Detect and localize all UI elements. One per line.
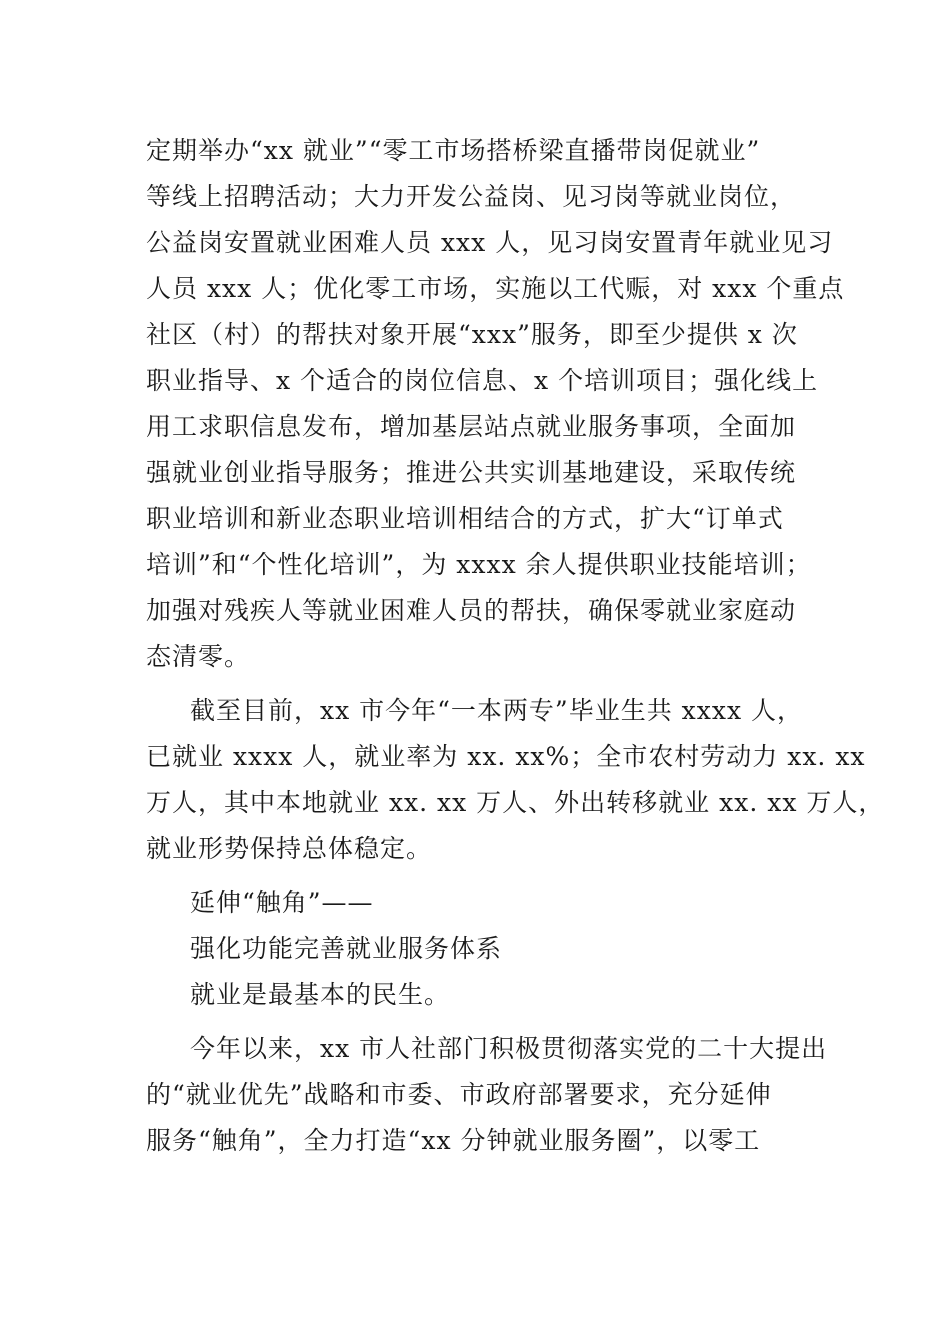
section-lead-sentence: 就业是最基本的民生。 [190, 980, 451, 1009]
text-line: 强就业创业指导服务；推进公共实训基地建设，采取传统 [146, 458, 797, 487]
text-line: 服务“触角”，全力打造“xx 分钟就业服务圈”，以零工 [146, 1126, 761, 1155]
text-line: 截至目前，xx 市今年“一本两专”毕业生共 xxxx 人， [190, 696, 803, 725]
text-line: 社区（村）的帮扶对象开展“xxx”服务，即至少提供 x 次 [146, 320, 798, 349]
paragraph-employment-statistics [146, 688, 885, 872]
text-line: 职业指导、x 个适合的岗位信息、x 个培训项目；强化线上 [146, 366, 819, 395]
text-line: 人员 xxx 人；优化零工市场，实施以工代赈，对 xxx 个重点 [146, 274, 845, 303]
text-line: 用工求职信息发布，增加基层站点就业服务事项，全面加 [146, 412, 797, 441]
text-line: 态清零。 [146, 642, 251, 671]
paragraph-this-year [146, 1026, 826, 1164]
text-line: 已就业 xxxx 人，就业率为 xx. xx%；全市农村劳动力 xx. xx [146, 742, 866, 771]
text-line: 加强对残疾人等就业困难人员的帮扶，确保零就业家庭动 [146, 596, 797, 625]
text-line: 就业形势保持总体稳定。 [146, 834, 433, 863]
text-line: 培训”和“个性化培训”，为 xxxx 余人提供职业技能培训； [146, 550, 812, 579]
section-subheading: 强化功能完善就业服务体系 [190, 934, 503, 963]
text-line: 万人，其中本地就业 xx. xx 万人、外出转移就业 xx. xx 万人， [146, 788, 885, 817]
text-line: 定期举办“xx 就业”“零工市场搭桥梁直播带岗促就业” [146, 136, 761, 165]
paragraph-employment-services [146, 128, 845, 680]
text-line: 今年以来，xx 市人社部门积极贯彻落实党的二十大提出 [190, 1034, 828, 1063]
section-heading: 延伸“触角”—— [190, 888, 374, 917]
document-body [146, 128, 885, 1164]
text-line: 公益岗安置就业困难人员 xxx 人，见习岗安置青年就业见习 [146, 228, 834, 257]
text-line: 的“就业优先”战略和市委、市政府部署要求，充分延伸 [146, 1080, 772, 1109]
text-line: 等线上招聘活动；大力开发公益岗、见习岗等就业岗位， [146, 182, 797, 211]
text-line: 职业培训和新业态职业培训相结合的方式，扩大“订单式 [146, 504, 784, 533]
